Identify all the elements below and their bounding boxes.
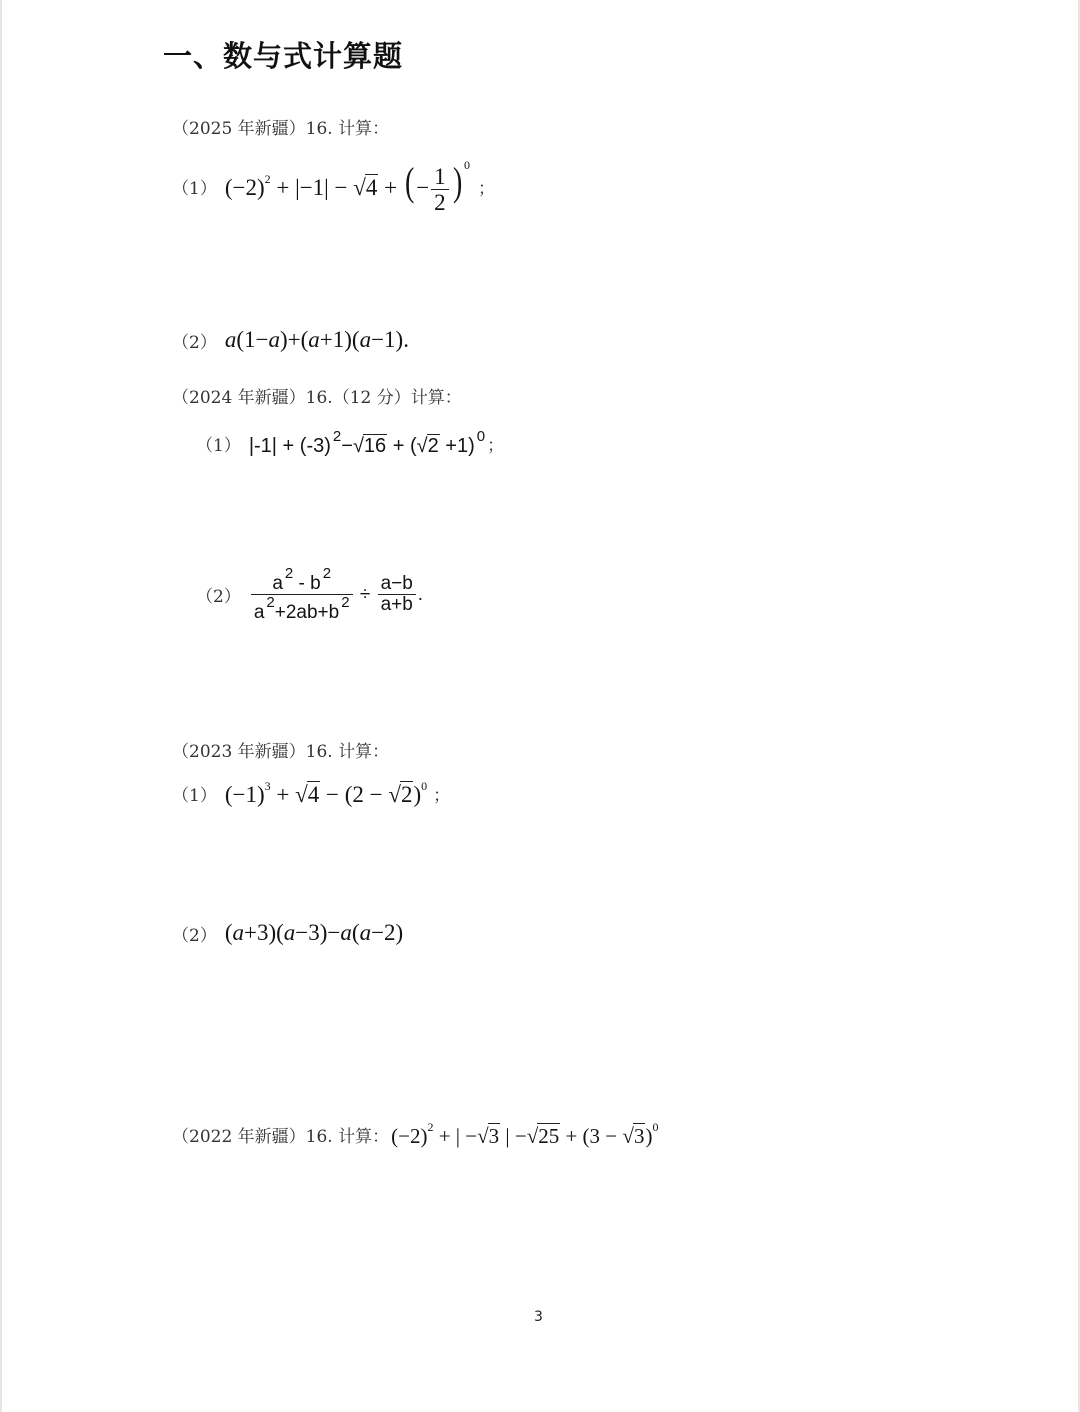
- math-expression: $(-2)^2 + |-1| - √4$ + (− $\frac{1}{2}$ ) $^0$: [224, 158, 470, 215]
- problem-source-2022: （2022 年新疆）16. 计算：: [172, 1127, 390, 1147]
- part-tail: .: [417, 583, 424, 605]
- part-label: （2）: [196, 587, 241, 608]
- part-label: （1）: [172, 786, 217, 806]
- problem-2023-part1: [172, 779, 458, 808]
- math-expression: (a+3)(a−3)−a(a−2): [224, 920, 404, 945]
- part-label: （2）: [172, 925, 217, 946]
- problem-2023-part2: [172, 920, 403, 946]
- part-label: （1）: [172, 178, 217, 199]
- problem-2025-part2: [172, 327, 409, 353]
- math-expression: $\frac{a ^2 - b ^2}{a ^2+2ab+b ^2}$ ÷ $\frac{a-b}{a+b}$: [249, 566, 418, 624]
- problem-source-2023: （2023 年新疆）16. 计算：: [172, 742, 390, 762]
- problem-2025-part1: [172, 158, 503, 215]
- math-expression: $(-2)^2$ + | −√3 | $-√25 + (3 - √3)^0$: [391, 1120, 659, 1148]
- problem-source-2025: （2025 年新疆）16. 计算：: [172, 119, 390, 139]
- part-tail: ；: [433, 786, 451, 806]
- math-expression: a(1−a)+(a+1)(a−1): [224, 327, 404, 352]
- part-tail: ；: [487, 435, 505, 456]
- problem-source-2024: （2024 年新疆）16.（12 分）计算：: [172, 388, 462, 408]
- part-label: （2）: [172, 332, 217, 353]
- problem-2024-part2: [196, 566, 423, 624]
- problem-2022: [172, 1120, 658, 1149]
- part-tail: .: [403, 327, 409, 352]
- problem-2024-part1: [196, 428, 512, 458]
- math-expression: $(-1)^3 + √4 - (2 - √2)^0$: [224, 779, 428, 807]
- part-label: （1）: [196, 435, 241, 456]
- math-expression: |-1| + (-3) $^2$−√16 + (√2 +1) $^0$: [248, 428, 486, 457]
- page-number: 3: [534, 1309, 543, 1325]
- section-title: 一、数与式计算题: [163, 39, 404, 73]
- page-edge-left: [0, 0, 2, 1412]
- part-tail: ；: [478, 178, 495, 199]
